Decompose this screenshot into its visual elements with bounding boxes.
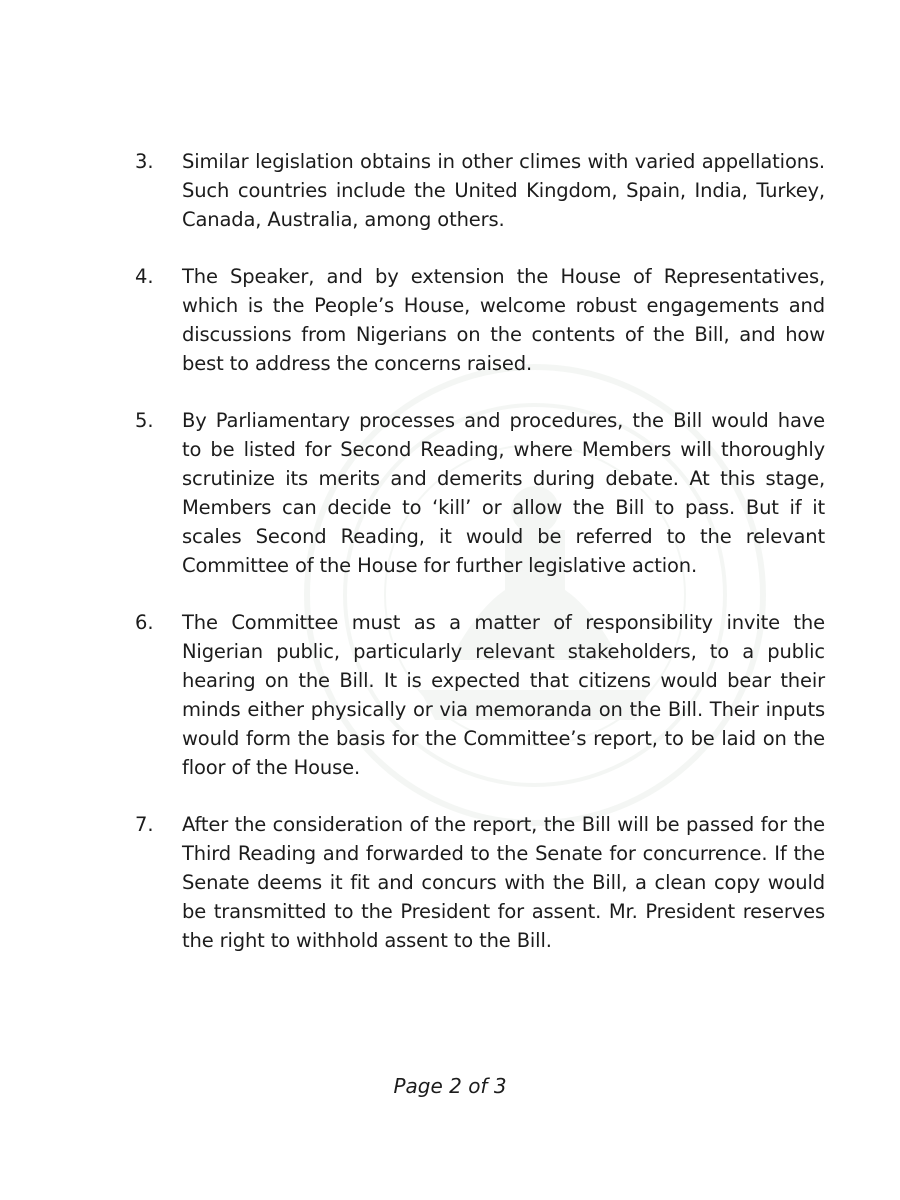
- paragraph-item: [135, 262, 825, 378]
- paragraph-number: 6.: [135, 611, 154, 634]
- numbered-paragraphs: [135, 147, 825, 983]
- paragraph-item: [135, 608, 825, 782]
- paragraph-text: After the consideration of the report, the Bill will be passed for the Third Reading and forwarded to the Senate for concurrence. If the Senate deems it fit and concurs with the Bill, a clean copy would be transmitted to the President for assent. Mr. President reserves the right to withhold assent to the Bill.: [182, 813, 825, 952]
- paragraph-number: 4.: [135, 265, 154, 288]
- paragraph-text: By Parliamentary processes and procedures, the Bill would have to be listed for Second Reading, where Members will thoroughly scrutinize its merits and demerits during debate. At this stage, Members can decide to ‘kill’ or allow the Bill to pass. But if it scales Second Reading, it would be referred to the relevant Committee of the House for further legislative action.: [182, 409, 825, 577]
- paragraph-number: 5.: [135, 409, 154, 432]
- paragraph-item: [135, 147, 825, 234]
- page-number-footer: Page 2 of 3: [393, 1074, 507, 1098]
- paragraph-text: The Committee must as a matter of responsibility invite the Nigerian public, particularly relevant stakeholders, to a public hearing on the Bill. It is expected that citizens would bear their minds either physically or via memoranda on the Bill. Their inputs would form the basis for the Committee’s report, to be laid on the floor of the House.: [182, 611, 825, 779]
- paragraph-item: [135, 406, 825, 580]
- paragraph-number: 7.: [135, 813, 154, 836]
- paragraph-text: Similar legislation obtains in other climes with varied appellations. Such countries include the United Kingdom, Spain, India, Turkey, Canada, Australia, among others.: [182, 150, 825, 231]
- paragraph-item: [135, 810, 825, 955]
- paragraph-text: The Speaker, and by extension the House of Representatives, which is the People’s House, welcome robust engagements and discussions from Nigerians on the contents of the Bill, and how best to address the concerns raised.: [182, 265, 825, 375]
- paragraph-number: 3.: [135, 150, 154, 173]
